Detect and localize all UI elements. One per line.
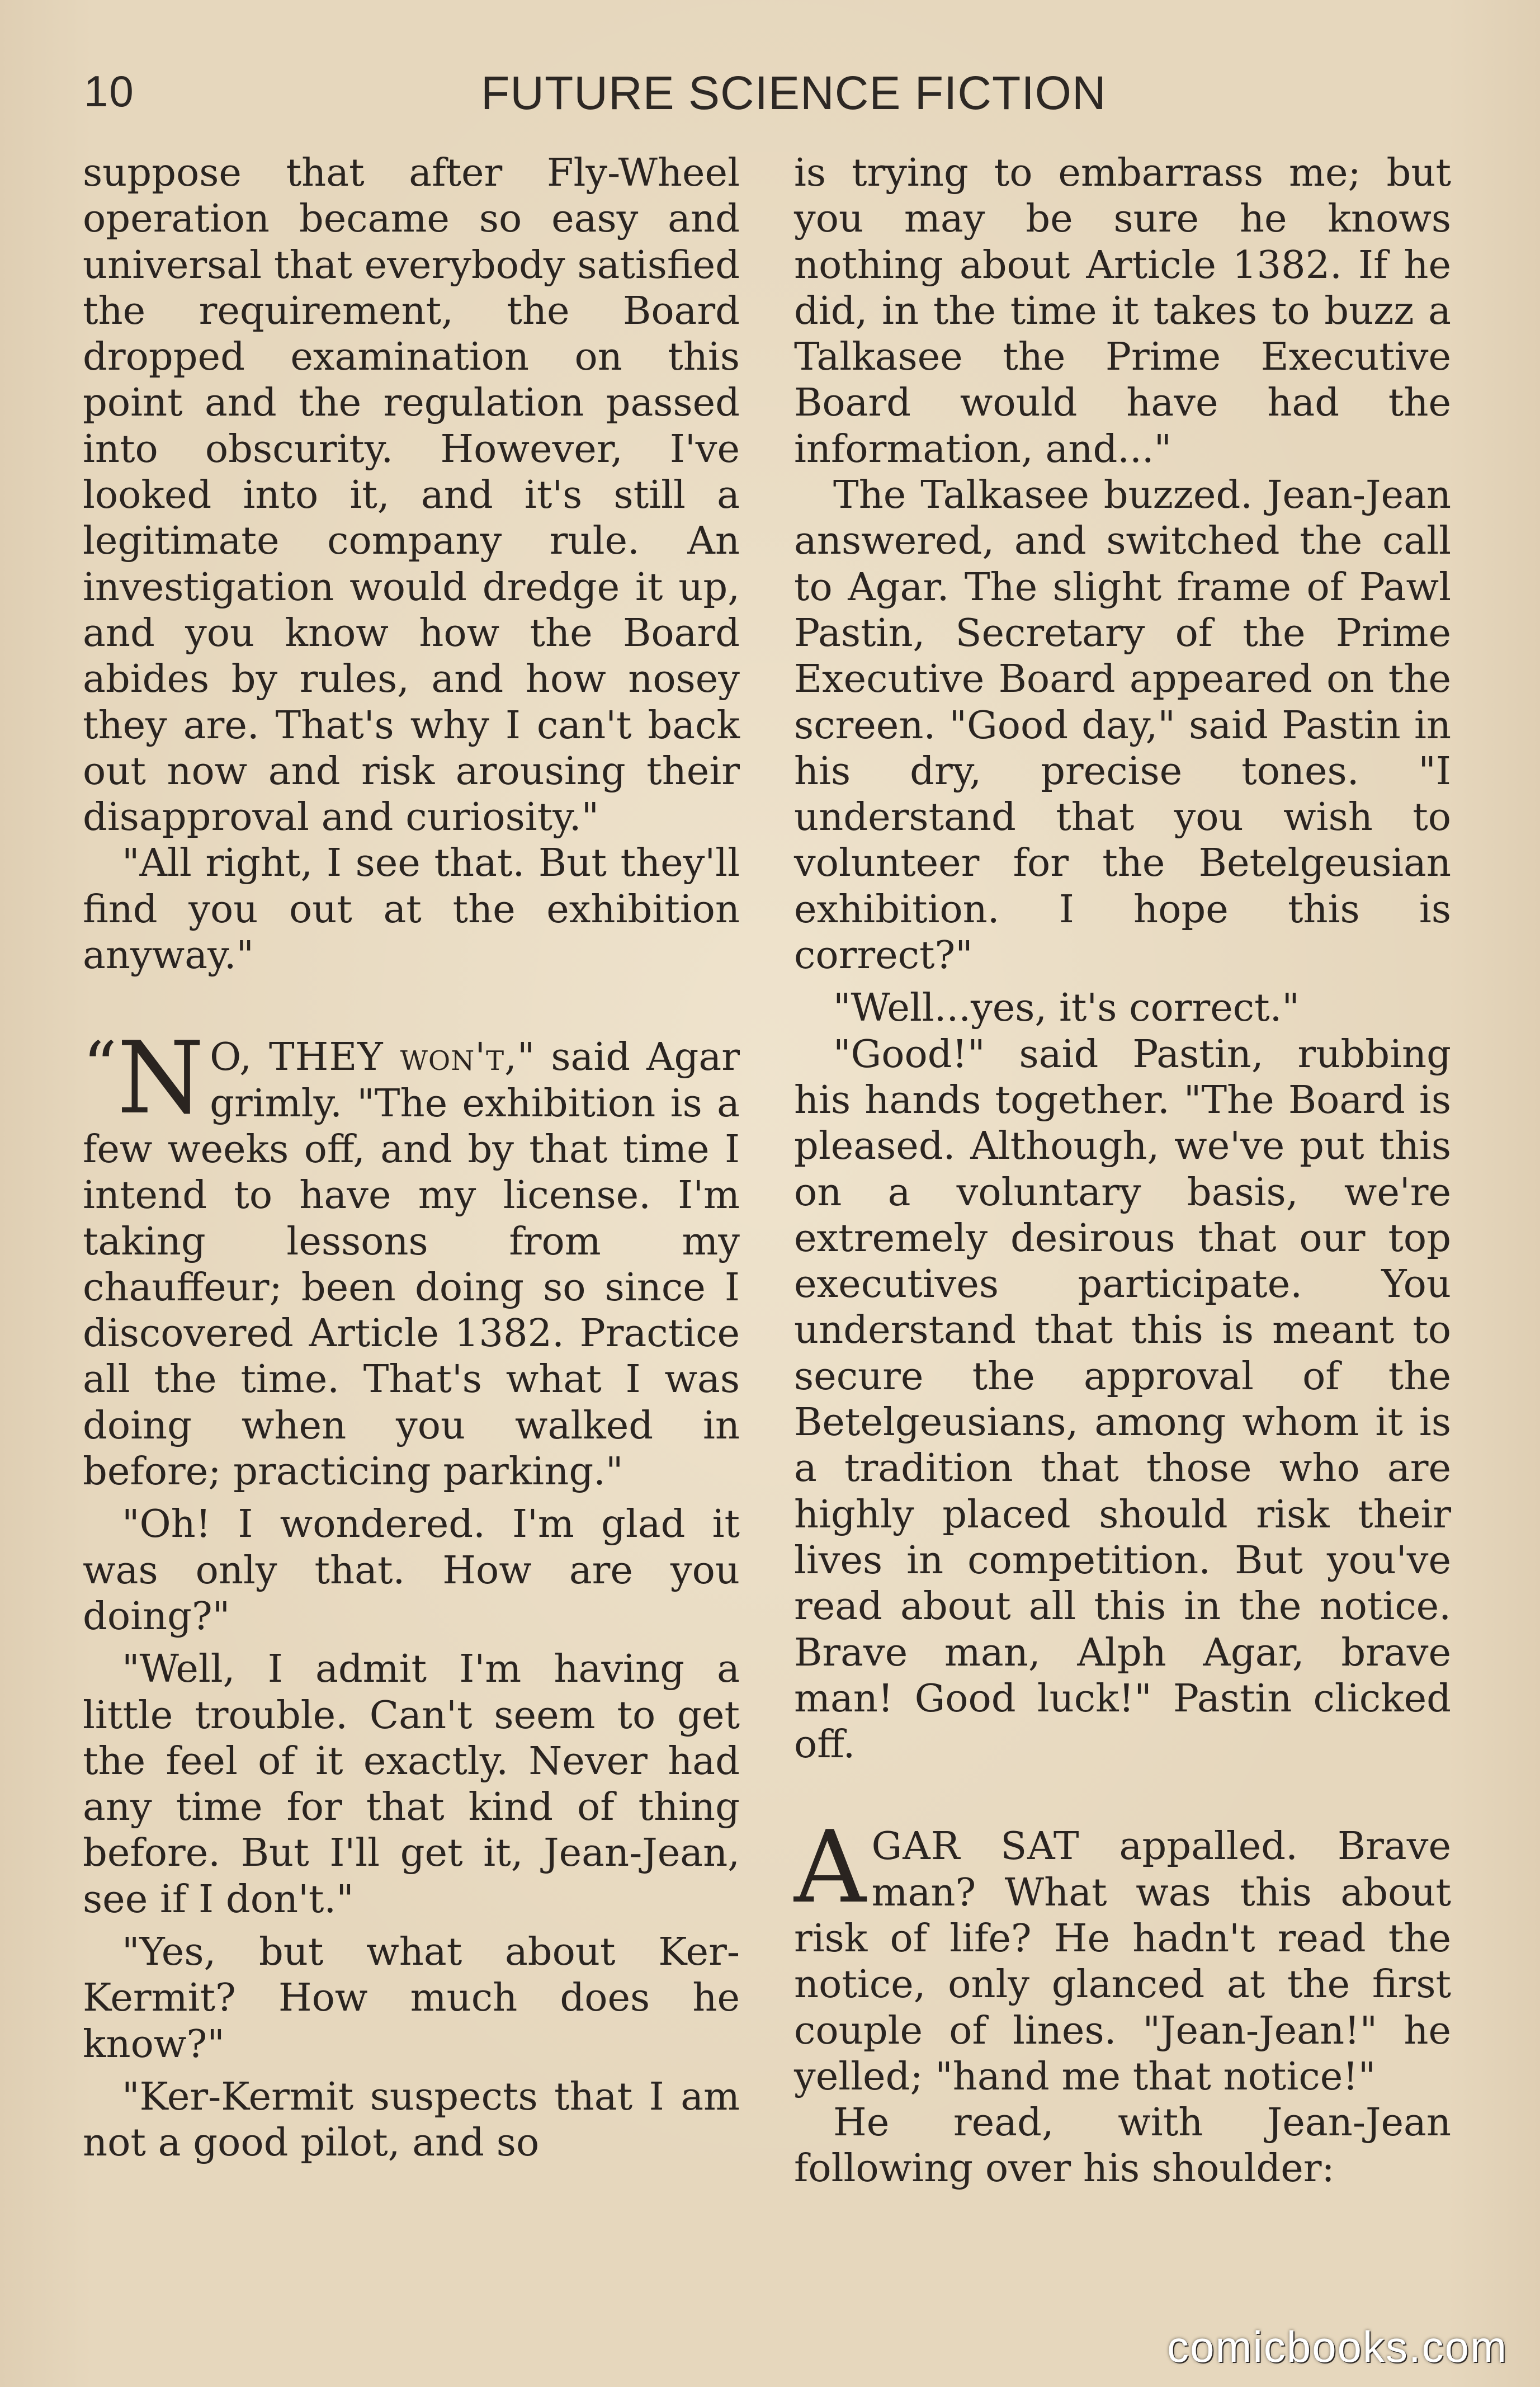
lead-in-caps: GAR SAT — [871, 1824, 1080, 1869]
paragraph: "Well, I admit I'm having a little trouble. Can't seem to get the feel of it exactly. Never had any time for that kind of thing before. But I'll get it, Jean-Jean, see if I don't." — [83, 1647, 740, 1922]
paragraph: is trying to embarrass me; but you may be sure he knows nothing about Article 1382. If he did, in the time it takes to buzz a Talkasee the Prime Executive Board would have had the information, and..." — [794, 150, 1451, 471]
paragraph-text: appalled. Brave man? What was this about risk of life? He hadn't read the notice, only glanced at the first couple of lines. "Jean-Jean!" he yelled; "hand me that notice!" — [794, 1824, 1451, 2099]
left-column — [83, 150, 740, 2166]
drop-cap: A — [794, 1809, 866, 1926]
page-header — [84, 66, 1456, 133]
running-title: FUTURE SCIENCE FICTION — [481, 67, 1107, 119]
paragraph: "Yes, but what about Ker-Kermit? How much does he know?" — [83, 1929, 740, 2067]
section-start-paragraph — [794, 1809, 1451, 2100]
paragraph: The Talkasee buzzed. Jean-Jean answered, and switched the call to Agar. The slight frame of Pawl Pastin, Secretary of the Prime Executive Board appeared on the screen. "Good day," said Pastin in his dry, precise tones. "I understand that you wish to volunteer for the Betelgeusian exhibition. I hope this is correct?" — [794, 473, 1451, 978]
paragraph: He read, with Jean-Jean following over his shoulder: — [794, 2100, 1451, 2191]
lead-in-caps: O, THEY won't, — [210, 1035, 517, 1080]
paragraph: "Oh! I wondered. I'm glad it was only that. How are you doing?" — [83, 1502, 740, 1639]
drop-cap-letter: N — [117, 1020, 205, 1136]
drop-cap — [83, 1020, 205, 1136]
paragraph: "Ker-Kermit suspects that I am not a good pilot, and so — [83, 2074, 740, 2166]
paragraph: suppose that after Fly-Wheel operation became so easy and universal that everybody satisfied the requirement, the Board dropped examination on this point and the regulation passed into obscurity. However, I've looked into it, and it's still a legitimate company rule. An investigation would dredge it up, and you know how the Board abides by rules, and how nosey they are. That's why I can't back out now and risk arousing their disapproval and curiosity." — [83, 150, 740, 840]
paragraph: "All right, I see that. But they'll find you out at the exhibition anyway." — [83, 841, 740, 978]
section-start-paragraph — [83, 1020, 740, 1494]
page-number: 10 — [84, 67, 135, 116]
right-column — [794, 150, 1451, 2192]
paragraph: "Well...yes, it's correct." — [833, 985, 1300, 1031]
drop-cap-quote: “ — [83, 1028, 117, 1106]
source-watermark: comicbooks.com — [1167, 2322, 1508, 2371]
paragraph-text: " said Agar grimly. "The exhibition is a few weeks off, and by that time I intend to have my license. I'm taking lessons from my chauffeur; been doing so since I discovered Article 1382. Practice all the time. That's what I was doing when you walked in before; practicing parking." — [83, 1035, 740, 1494]
paragraph: "Good!" said Pastin, rubbing his hands together. "The Board is pleased. Although, we've put this on a voluntary basis, we're extremely desirous that our top executives participate. You understand that this is meant to secure the approval of the Betelgeusians, among whom it is a tradition that those who are highly placed should risk their lives in competition. But you've read about all this in the notice. Brave man, Alph Agar, brave man! Good luck!" Pastin clicked off. — [794, 1031, 1451, 1767]
